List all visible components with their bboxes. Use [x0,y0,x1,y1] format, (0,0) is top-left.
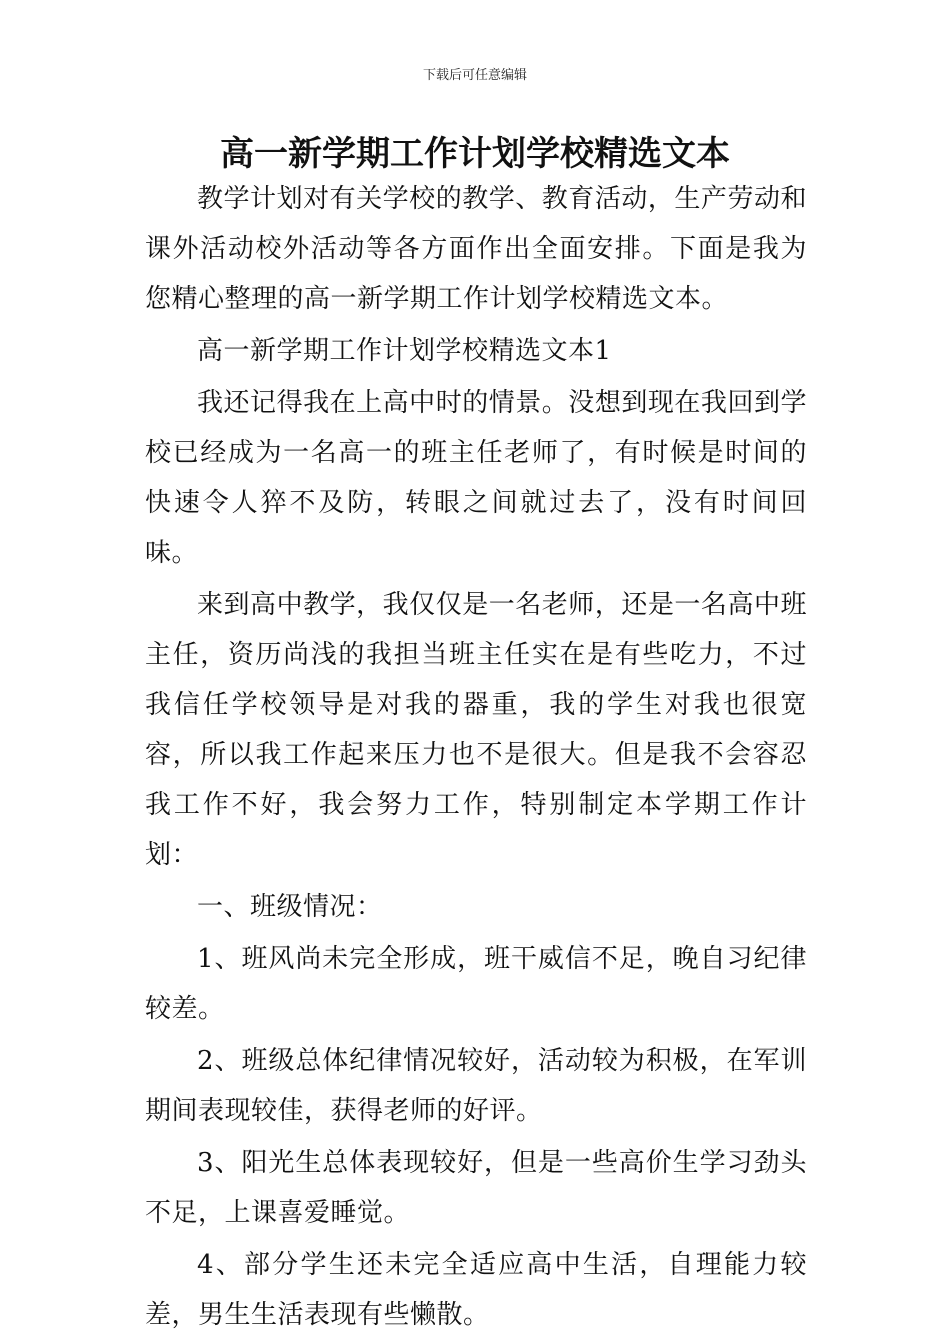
paragraph-item-1: 1、班风尚未完全形成，班干威信不足，晚自习纪律较差。 [145,944,807,1024]
paragraph-class-situation-heading: 一、班级情况： [197,892,383,922]
paragraph-item-3: 3、阳光生总体表现较好，但是一些高价生学习劲头不足，上课喜爱睡觉。 [145,1148,807,1228]
header-note: 下载后可任意编辑 [422,68,527,83]
paragraph-item-4: 4、部分学生还未完全适应高中生活，自理能力较差，男生生活表现有些懒散。 [145,1250,807,1330]
document-title: 高一新学期工作计划学校精选文本 [220,134,730,174]
paragraph-memory: 我还记得我在上高中时的情景。没想到现在我回到学校已经成为一名高一的班主任老师了，有时候是时间的快速令人猝不及防，转眼之间就过去了，没有时间回味。 [145,388,807,568]
paragraph-teaching: 来到高中教学，我仅仅是一名老师，还是一名高中班主任，资历尚浅的我担当班主任实在是有些吃力，不过我信任学校领导是对我的器重，我的学生对我也很宽容，所以我工作起来压力也不是很大。但是我不会容忍我工作不好，我会努力工作，特别制定本学期工作计划： [145,590,807,870]
paragraph-section-heading: 高一新学期工作计划学校精选文本1 [197,336,612,366]
paragraph-item-2: 2、班级总体纪律情况较好，活动较为积极，在军训期间表现较佳，获得老师的好评。 [145,1046,807,1126]
paragraph-intro: 教学计划对有关学校的教学、教育活动，生产劳动和课外活动校外活动等各方面作出全面安排。下面是我为您精心整理的高一新学期工作计划学校精选文本。 [145,184,807,314]
document-body [145,174,807,1342]
